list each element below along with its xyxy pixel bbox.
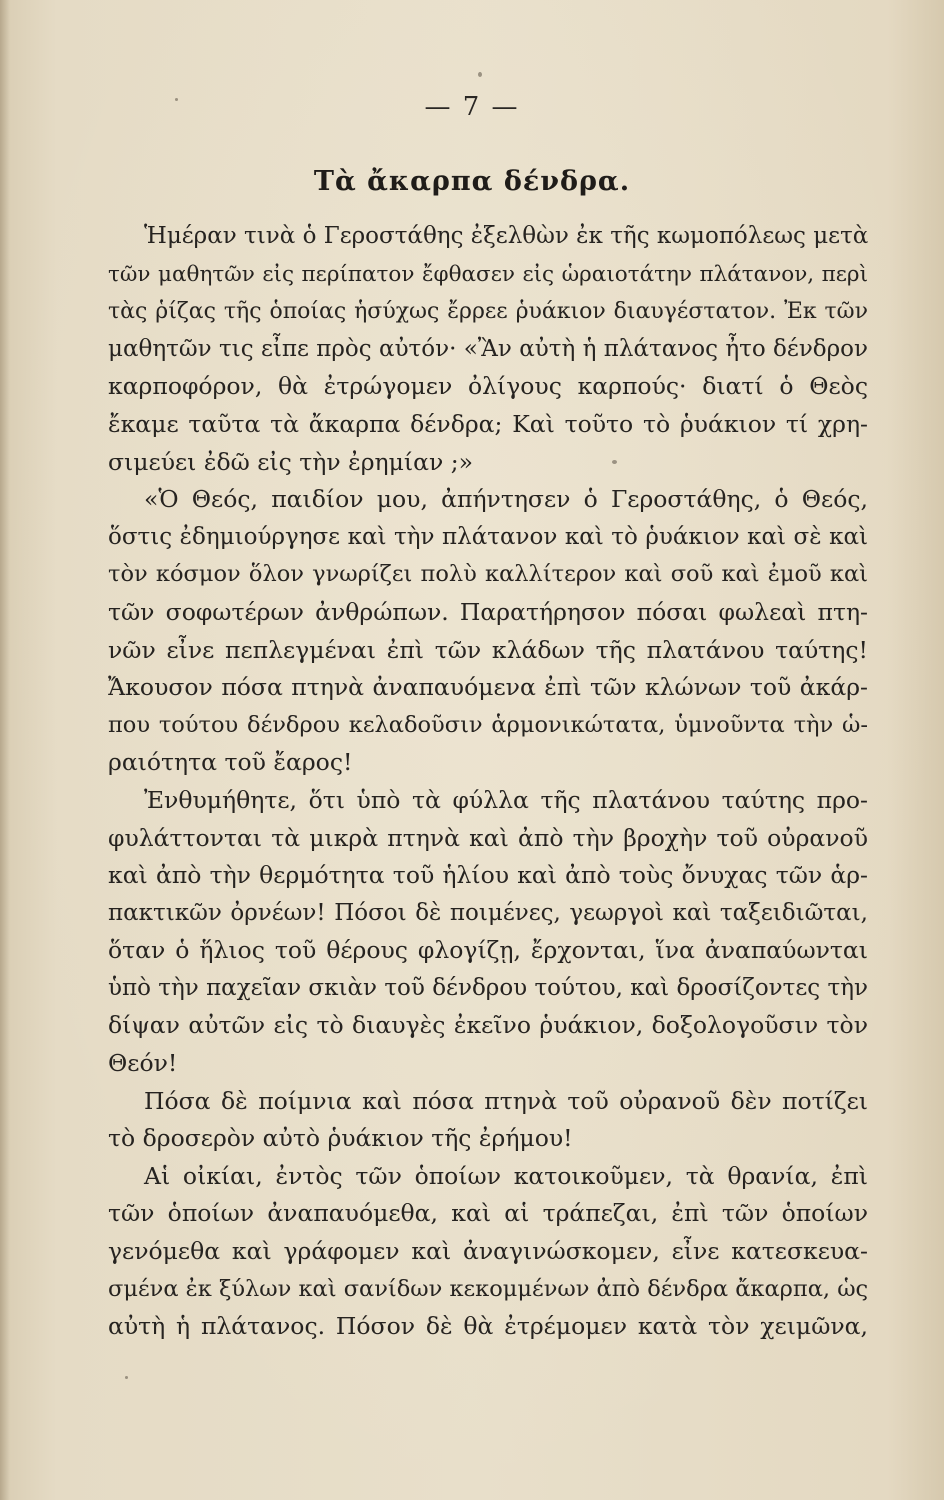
- ink-speck: [612, 460, 617, 464]
- text-line: νῶν εἶνε πεπλεγμέναι ἐπὶ τῶν κλάδων τῆς πλατάνου ταύτης!: [108, 635, 868, 664]
- text-line: τῶν ὁποίων ἀναπαυόμεθα, καὶ αἱ τράπεζαι, ἐπὶ τῶν ὁποίων: [108, 1199, 868, 1228]
- text-line: τῶν μαθητῶν εἰς περίπατον ἔφθασεν εἰς ὡραιοτάτην πλάτανον, περὶ: [108, 261, 868, 287]
- text-line: Ἡμέραν τινὰ ὁ Γεροστάθης ἐξελθὼν ἐκ τῆς κωμοπόλεως μετὰ: [144, 223, 869, 249]
- text-line: μαθητῶν τις εἶπε πρὸς αὐτόν· «Ἂν αὐτὴ ἡ πλάτανος ἦτο δένδρον: [108, 335, 868, 362]
- text-line: ἔκαμε ταῦτα τὰ ἄκαρπα δένδρα; Καὶ τοῦτο τὸ ῥυάκιον τί χρη-: [108, 409, 868, 438]
- text-line: ραιότητα τοῦ ἔαρος!: [108, 748, 353, 777]
- text-line: ὅταν ὁ ἥλιος τοῦ θέρους φλογίζῃ, ἔρχονται, ἵνα ἀναπαύωνται: [108, 936, 868, 965]
- text-line: Ἐνθυμήθητε, ὅτι ὑπὸ τὰ φύλλα τῆς πλατάνου ταύτης προ-: [144, 785, 868, 814]
- text-line: γενόμεθα καὶ γράφομεν καὶ ἀναγινώσκομεν, εἶνε κατεσκευα-: [108, 1237, 868, 1266]
- text-line: ὑπὸ τὴν παχεῖαν σκιὰν τοῦ δένδρου τούτου, καὶ δροσίζοντες τὴν: [108, 974, 868, 1001]
- page-number: — 7 —: [424, 92, 520, 122]
- ink-speck: [175, 98, 178, 101]
- text-line: «Ὁ Θεός, παιδίον μου, ἀπήντησεν ὁ Γεροστάθης, ὁ Θεός,: [144, 485, 868, 514]
- text-line: τὰς ῥίζας τῆς ὁποίας ἡσύχως ἔρρεε ῥυάκιον διαυγέστατον. Ἐκ τῶν: [108, 299, 868, 325]
- text-line: τὸ δροσερὸν αὐτὸ ῥυάκιον τῆς ἐρήμου!: [108, 1124, 573, 1153]
- text-line: τῶν σοφωτέρων ἀνθρώπων. Παρατήρησον πόσαι φωλεαὶ πτη-: [108, 597, 868, 626]
- text-line: πακτικῶν ὀρνέων! Πόσοι δὲ ποιμένες, γεωργοὶ καὶ ταξειδιῶται,: [108, 899, 868, 926]
- text-line: φυλάττονται τὰ μικρὰ πτηνὰ καὶ ἀπὸ τὴν βροχὴν τοῦ οὐρανοῦ: [108, 823, 868, 852]
- text-line: τὸν κόσμον ὅλον γνωρίζει πολὺ καλλίτερον καὶ σοῦ καὶ ἐμοῦ καὶ: [108, 561, 868, 588]
- text-line: δίψαν αὐτῶν εἰς τὸ διαυγὲς ἐκεῖνο ῥυάκιον, δοξολογοῦσιν τὸν: [108, 1011, 868, 1040]
- ink-speck: [478, 72, 482, 77]
- page-binding-shadow: [0, 0, 10, 1500]
- text-line: σιμεύει ἐδῶ εἰς τὴν ἐρημίαν ;»: [108, 447, 474, 476]
- text-line: καὶ ἀπὸ τὴν θερμότητα τοῦ ἡλίου καὶ ἀπὸ τοὺς ὄνυχας τῶν ἁρ-: [108, 861, 868, 890]
- ink-speck: [125, 1376, 128, 1379]
- body-text: [108, 218, 868, 1346]
- text-line: Ἄκουσον πόσα πτηνὰ ἀναπαυόμενα ἐπὶ τῶν κλώνων τοῦ ἀκάρ-: [108, 673, 868, 702]
- text-line: σμένα ἐκ ξύλων καὶ σανίδων κεκομμένων ἀπὸ δένδρα ἄκαρπα, ὡς: [108, 1275, 869, 1302]
- text-line: καρποφόρον, θὰ ἐτρώγομεν ὀλίγους καρπούς· διατί ὁ Θεὸς: [108, 372, 868, 401]
- text-line: Αἱ οἰκίαι, ἐντὸς τῶν ὁποίων κατοικοῦμεν, τὰ θρανία, ἐπὶ: [144, 1161, 868, 1190]
- text-line: που τούτου δένδρου κελαδοῦσιν ἁρμονικώτατα, ὑμνοῦντα τὴν ὡ-: [108, 711, 868, 738]
- text-line: Πόσα δὲ ποίμνια καὶ πόσα πτηνὰ τοῦ οὐρανοῦ δὲν ποτίζει: [144, 1086, 868, 1115]
- text-line: αὐτὴ ἡ πλάτανος. Πόσον δὲ θὰ ἐτρέμομεν κατὰ τὸν χειμῶνα,: [108, 1312, 868, 1341]
- text-line: Θεόν!: [108, 1049, 178, 1078]
- chapter-title: Τὰ ἄκαρπα δένδρα.: [313, 166, 631, 197]
- text-line: ὅστις ἐδημιούργησε καὶ τὴν πλάτανον καὶ τὸ ῥυάκιον καὶ σὲ καὶ: [108, 523, 868, 550]
